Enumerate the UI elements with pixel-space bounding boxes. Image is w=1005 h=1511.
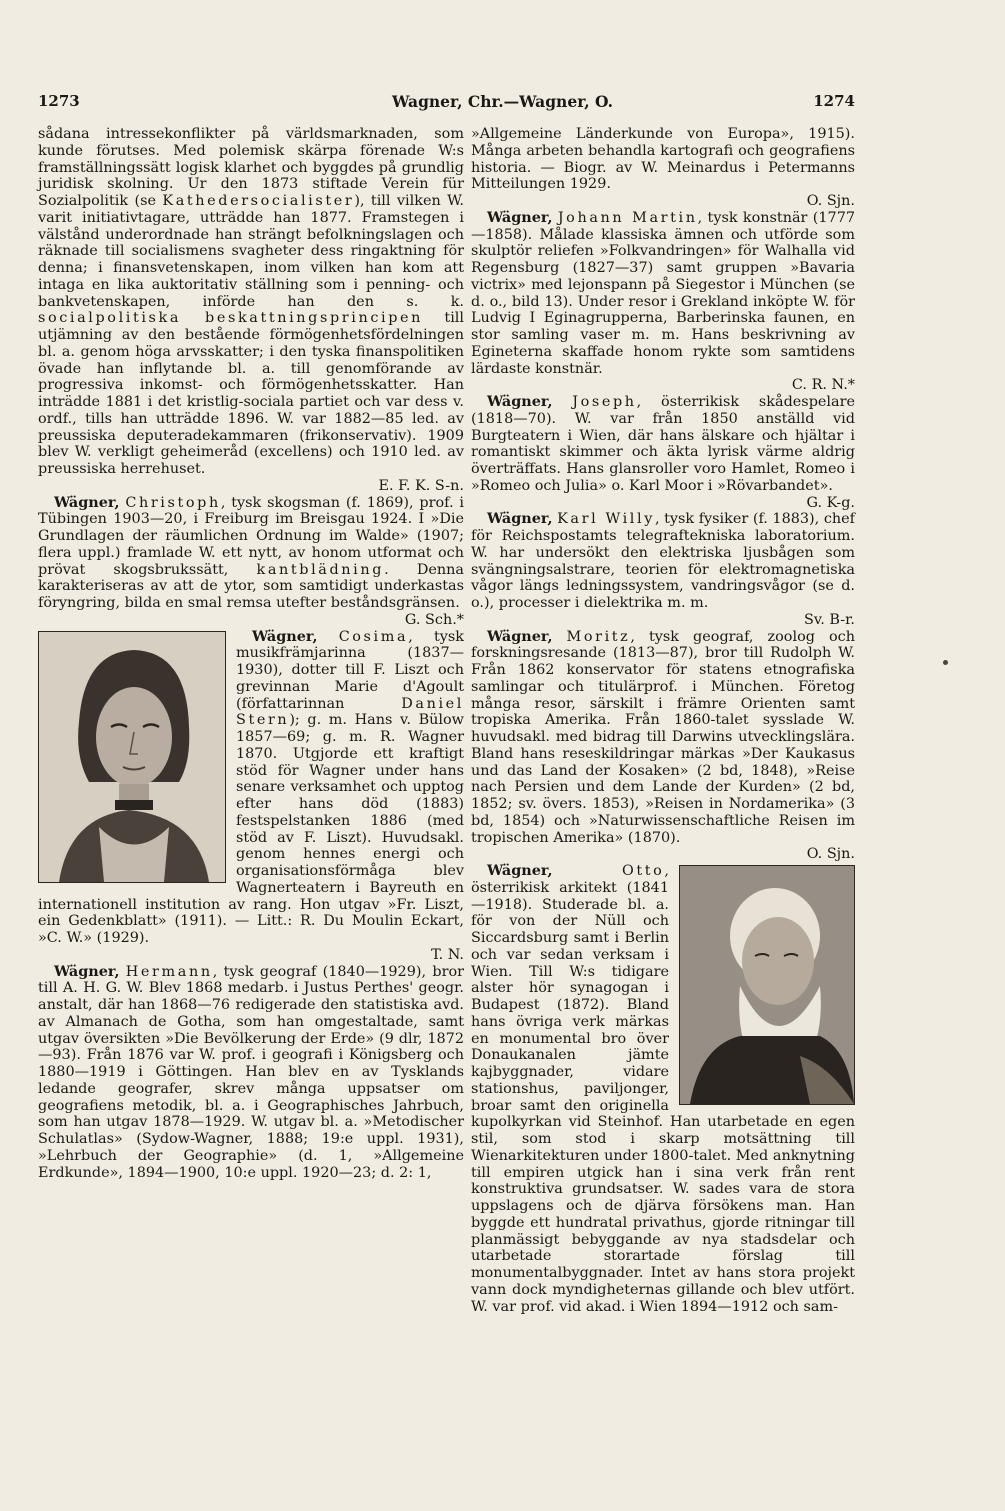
signature: Sv. B-r. bbox=[803, 611, 855, 628]
entry-wagner-adolph-continued: sådana intressekonflikter på världsmarknaden, som kunde förutses. Med polemisk skärpa förenade W:s framställningssätt logisk klarhet och byggdes på grundlig juridisk skolning. Ur den 1873 stiftade Verein für Sozialpolitik (se Kathedersocialister), till vilken W. varit initiativtagare, utträdde han 1877. Framstegen i välstånd underordnade han strängt befolkningslagen och räknade till socialismens svagheter dess ringaktning för denna; i finansvetenskapen, inom vilken han kom att intaga en lika auktoritativ ställning som i penning- och bankvetenskapen, införde han den s. k. socialpolitiska beskattningsprincipen till utjämning av den bestående förmögenhetsfördelningen bl. a. genom höga arvsskatter; i den tyska finanspolitiken övade han inflytande bl. a. till genomförande av progressiva inkomst- och förmögenhetsskatter. Han inträdde 1881 i det kristlig-sociala partiet och var dess v. ordf., tills han utträdde 1896. W. var 1882—85 led. av preussiska deputeradekammaren (frikonservativ). 1909 blev W. verkligt geheimeråd (excellens) och 1910 led. av preussiska herrehuset. E. F. K. S-n. bbox=[38, 126, 465, 494]
signature: O. Sjn. bbox=[806, 846, 855, 863]
right-page-number: 1274 bbox=[813, 92, 855, 110]
running-title: Wagner, Chr.—Wagner, O. bbox=[391, 92, 614, 111]
signature: G. K-g. bbox=[806, 494, 855, 511]
entry-wagner-cosima: Wägner, Cosima, tysk musikfrämjarinna (1837—1930), dotter till F. Liszt och grevinnan Marie d'Agoult (författarinnan Daniel Stern); g. m. Hans v. Bülow 1857—69; g. m. R. Wagner 1870. Utgjorde ett kraftigt stöd för Wagner under hans senare verksamhet och upptog efter hans död (1883) festspelstanken 1886 (med stöd av F. Liszt). Huvudsakl. genom hennes energi och organisationsförmåga blev Wagnerteatern i Bayreuth en internationell institution av rang. Hon utgav »Fr. Liszt, ein Gedenkblatt» (1911). — Litt.: R. Du Moulin Eckart, »C. W.» (1929). T. N. bbox=[38, 627, 464, 963]
right-column bbox=[471, 126, 855, 1315]
signature: T. N. bbox=[431, 946, 464, 963]
entry-headword: Wägner, bbox=[487, 627, 553, 645]
entry-headword: Wägner, bbox=[487, 393, 553, 410]
left-page-number: 1273 bbox=[38, 92, 80, 110]
entry-wagner-otto: Wägner, Otto, österrikisk arkitekt (1841—1918). Studerade bl. a. för von der Nüll och Siccardsburg samt i Berlin och var sedan verksam i Wien. Till W:s tidigare alster hör synagogan i Budapest (1872). Bland hans övriga verk märkas en monumental bro över Donaukanalen jämte kajbyggnader, vidare stationshus, paviljonger, broar samt den originella kupolkyrkan vid Steinhof. Han utarbetade en egen stil, som stod i skarp motsättning till Wienarkitekturen under 1800-talet. Med anknytning till empiren utgick han i sina verk från rent konstruktiva grundsatser. W. sades vara de stora uppslagens och de djärva försökens man. Han byggde ett hundratal privathus, gjorde ritningar till planmässigt bebyggande av nya stadsdelar och utarbetade storartade förslag till monumentalbyggnader. Intet av hans stora projekt vann dock myndigheternas gillande och blev utfört. W. var prof. vid akad. i Wien 1894—1912 och sam- bbox=[471, 862, 855, 1315]
margin-ink-dot bbox=[943, 660, 948, 665]
cosima-wagner-portrait bbox=[38, 631, 226, 883]
entry-headword: Wägner, bbox=[54, 962, 120, 980]
entry-wagner-hermann: Wägner, Hermann, tysk geograf (1840—1929), bror till A. H. G. W. Blev 1868 medarb. i Justus Perthes' geogr. anstalt, där han 1868—76 redigerade den statistiska avd. av Almanach de Gotha, som han omgestaltade, samt utgav översikten »Die Bevölkerung der Erde» (9 dlr, 1872—93). Från 1876 var W. prof. i geografi i Königsberg och 1880—1919 i Göttingen. Han blev en av Tysklands ledande geografer, skrev många uppsatser om geografiens metodik, bl. a. i Geographisches Jahrbuch, som han utgav 1878—1929. W. utgav bl. a. »Metodischer Schulatlas» (Sydow-Wagner, 1888; 19:e uppl. 1931), »Lehrbuch der Geographie» (d. 1, »Allgemeine Erdkunde», 1894—1900, 10:e uppl. 1920—23; d. 2: 1, bbox=[38, 962, 464, 1181]
entry-wagner-moritz: Wägner, Moritz, tysk geograf, zoolog och forskningsresande (1813—87), bror till Rudolph W. Från 1862 konservator för statens etnografiska samlingar och titulärprof. i München. Företog många resor, särskilt i främre Orienten samt tropiska Amerika. Från 1860-talet sysslade W. huvudsakl. med bidrag till Darwins utvecklingslära. Bland hans reseskildringar märkas »Der Kaukasus und das Land der Kosaken» (2 bd, 1848), »Reise nach Persien und dem Lande der Kurden» (2 bd, 1852; sv. övers. 1853), »Reisen in Nordamerika» (3 bd, 1854) och »Naturwissenschaftliche Reisen im tropischen Amerika» (1870). O. Sjn. bbox=[471, 627, 855, 863]
entry-wagner-johann-martin: Wägner, Johann Martin, tysk konstnär (1777—1858). Målade klassiska ämnen och utförde som skulptör reliefen »Folkvandringen» för Walhalla vid Regensburg (1827—37) samt gruppen »Bavaria victrix» med lejonspann på Siegestor i München (se d. o., bild 13). Under resor i Grekland inköpte W. för Ludvig I Eginagrupperna, Barberinska faunen, en stor samling vaser m. m. Hans beskrivning av Egineterna skaffade honom rykte som samtidens lärdaste konstnär. C. R. N.* bbox=[471, 208, 856, 394]
otto-wagner-portrait bbox=[679, 865, 855, 1105]
signature: C. R. N.* bbox=[791, 377, 855, 394]
left-column bbox=[38, 126, 464, 1181]
entry-wagner-joseph: Wägner, Joseph, österrikisk skådespelare (1818—70). W. var från 1850 anställd vid Burgteatern i Wien, där hans älskare och hjältar i romantiskt skimmer och äkta lyrisk värme aldrig överträffats. Hans glansroller voro Hamlet, Romeo i »Romeo och Julia» o. Karl Moor i »Rövarbandet». G. K-g. bbox=[471, 393, 855, 511]
entry-headword: Wägner, bbox=[487, 510, 553, 528]
entry-headword: Wägner, bbox=[252, 627, 318, 645]
entry-headword: Wägner, bbox=[487, 208, 553, 226]
entry-wagner-christoph: Wägner, Christoph, tysk skogsman (f. 1869), prof. i Tübingen 1903—20, i Freiburg im Breisgau 1924. I »Die Grundlagen der räumlichen Ordnung im Walde» (1907; flera uppl.) framlade W. ett nytt, av honom utformat och prövat skogsbrukssätt, kantblädning. Denna karakteriseras av att de ytor, som samtidigt underkastas föryngring, bilda en smal remsa utefter beståndsgränsen. G. Sch.* bbox=[38, 493, 464, 628]
signature: E. F. K. S-n. bbox=[378, 477, 464, 494]
signature: G. Sch.* bbox=[404, 611, 464, 628]
entry-wagner-hermann-continued: »Allgemeine Länderkunde von Europa», 1915). Många arbeten behandla kartografi och geografiens historia. — Biogr. av W. Meinardus i Petermanns Mitteilungen 1929. O. Sjn. bbox=[471, 126, 855, 209]
entry-headword: Wägner, bbox=[487, 862, 553, 879]
signature: O. Sjn. bbox=[806, 193, 855, 209]
entry-headword: Wägner, bbox=[54, 493, 120, 511]
entry-wagner-karl-willy: Wägner, Karl Willy, tysk fysiker (f. 1883), chef för Reichspostamts telegraftekniska laboratorium. W. har undersökt den elektriska ljusbågen som svängningsalstrare, teorien för elektromagnetiska vågor längs ledningssystem, vandringsvågor (se d. o.), processer i dielektrika m. m. Sv. B-r. bbox=[471, 510, 855, 628]
